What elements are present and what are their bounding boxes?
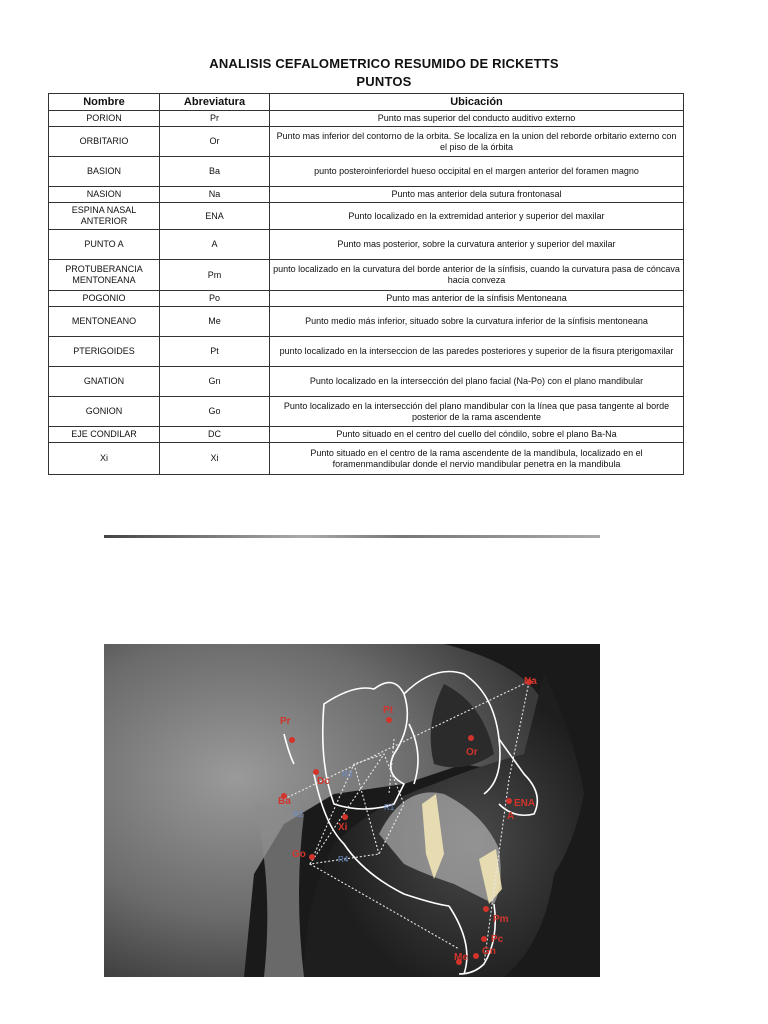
cell-abreviatura: Po bbox=[160, 291, 270, 307]
label-ena: ENA bbox=[514, 798, 536, 809]
label-gn: Gn bbox=[482, 946, 496, 957]
cell-abreviatura: Pm bbox=[160, 260, 270, 291]
cell-abreviatura: Xi bbox=[160, 443, 270, 475]
table-header-row bbox=[49, 94, 684, 111]
cell-nombre: BASION bbox=[49, 157, 160, 187]
table-row bbox=[49, 397, 684, 427]
cell-ubicacion: Punto mas posterior, sobre la curvatura anterior y superior del maxilar bbox=[270, 230, 684, 260]
document-title: ANALISIS CEFALOMETRICO RESUMIDO DE RICKETTS bbox=[209, 56, 559, 71]
label-a: A bbox=[507, 811, 515, 822]
cell-nombre: PROTUBERANCIA MENTONEANA bbox=[49, 260, 160, 291]
label-go: Go bbox=[292, 849, 306, 860]
table-row bbox=[49, 127, 684, 157]
cell-nombre: ORBITARIO bbox=[49, 127, 160, 157]
table-row bbox=[49, 230, 684, 260]
label-po: Pc bbox=[491, 934, 504, 945]
cell-ubicacion: Punto situado en el centro de la rama ascendente de la mandíbula, localizado en el foramenmandibular donde el nervio mandibular penetra en la mandibula bbox=[270, 443, 684, 475]
label-pm: Pm bbox=[493, 914, 509, 925]
cell-ubicacion: Punto localizado en la extremidad anterior y superior del maxilar bbox=[270, 203, 684, 230]
cell-ubicacion: Punto mas superior del conducto auditivo externo bbox=[270, 111, 684, 127]
cell-abreviatura: Go bbox=[160, 397, 270, 427]
cell-ubicacion: punto posteroinferiordel hueso occipital en el margen anterior del foramen magno bbox=[270, 157, 684, 187]
document-subtitle: PUNTOS bbox=[356, 74, 412, 89]
points-table bbox=[48, 93, 684, 475]
cell-ubicacion: Punto situado en el centro del cuello del cóndilo, sobre el plano Ba-Na bbox=[270, 427, 684, 443]
cephalometric-xray-image bbox=[104, 644, 600, 977]
cell-nombre: GNATION bbox=[49, 367, 160, 397]
label-dc: Dc bbox=[317, 776, 330, 787]
table-row bbox=[49, 337, 684, 367]
cell-ubicacion: Punto mas anterior de la sínfisis Mentoneana bbox=[270, 291, 684, 307]
horizontal-rule bbox=[104, 535, 600, 538]
cell-nombre: POGONIO bbox=[49, 291, 160, 307]
cell-ubicacion: Punto localizado en la intersección del plano facial (Na-Po) con el plano mandibular bbox=[270, 367, 684, 397]
table-row bbox=[49, 111, 684, 127]
cell-nombre: PORION bbox=[49, 111, 160, 127]
cell-abreviatura: Or bbox=[160, 127, 270, 157]
cell-abreviatura: DC bbox=[160, 427, 270, 443]
table-row bbox=[49, 307, 684, 337]
cell-abreviatura: Me bbox=[160, 307, 270, 337]
table-row bbox=[49, 187, 684, 203]
table-body bbox=[49, 111, 684, 475]
header-ubicacion: Ubicación bbox=[270, 94, 684, 111]
label-pt: Pt bbox=[383, 705, 393, 716]
cell-ubicacion: punto localizado en la curvatura del borde anterior de la sínfisis, cuando la curvatura pasa de cóncava hacia conveza bbox=[270, 260, 684, 291]
header-abreviatura: Abreviatura bbox=[160, 94, 270, 111]
label-r3: R3 bbox=[342, 770, 353, 779]
cell-abreviatura: Pr bbox=[160, 111, 270, 127]
cell-nombre: PTERIGOIDES bbox=[49, 337, 160, 367]
table-row bbox=[49, 291, 684, 307]
label-r4: R4 bbox=[338, 855, 349, 864]
table-row bbox=[49, 427, 684, 443]
cell-ubicacion: punto localizado en la interseccion de las paredes posteriores y superior de la fisura pterigomaxilar bbox=[270, 337, 684, 367]
cell-nombre: NASION bbox=[49, 187, 160, 203]
table-row bbox=[49, 203, 684, 230]
label-ba: Ba bbox=[278, 796, 291, 807]
cell-abreviatura: Gn bbox=[160, 367, 270, 397]
cell-nombre: GONION bbox=[49, 397, 160, 427]
table-row bbox=[49, 157, 684, 187]
label-or: Or bbox=[466, 747, 478, 758]
label-me: Me bbox=[454, 952, 468, 963]
cell-abreviatura: Pt bbox=[160, 337, 270, 367]
table-row bbox=[49, 443, 684, 475]
label-pr: Pr bbox=[280, 716, 291, 727]
label-r2: R2 bbox=[293, 810, 304, 819]
header-nombre: Nombre bbox=[49, 94, 160, 111]
cell-abreviatura: Na bbox=[160, 187, 270, 203]
cell-ubicacion: Punto medio más inferior, situado sobre la curvatura inferior de la sínfisis mentoneana bbox=[270, 307, 684, 337]
cell-abreviatura: ENA bbox=[160, 203, 270, 230]
cell-ubicacion: Punto localizado en la intersección del plano mandibular con la línea que pasa tangente al borde posterior de la rama ascendente bbox=[270, 397, 684, 427]
table-row bbox=[49, 367, 684, 397]
label-xi: Xi bbox=[338, 822, 348, 833]
cell-ubicacion: Punto mas anterior dela sutura frontonasal bbox=[270, 187, 684, 203]
cell-nombre: MENTONEANO bbox=[49, 307, 160, 337]
label-r1: R1 bbox=[384, 803, 395, 812]
table-row bbox=[49, 260, 684, 291]
label-na: Na bbox=[524, 676, 537, 687]
cell-nombre: PUNTO A bbox=[49, 230, 160, 260]
cell-nombre: Xi bbox=[49, 443, 160, 475]
cell-nombre: ESPINA NASAL ANTERIOR bbox=[49, 203, 160, 230]
cell-abreviatura: A bbox=[160, 230, 270, 260]
cell-abreviatura: Ba bbox=[160, 157, 270, 187]
cell-nombre: EJE CONDILAR bbox=[49, 427, 160, 443]
cell-ubicacion: Punto mas inferior del contorno de la orbita. Se localiza en la union del reborde orbitario externo con el piso de la órbita bbox=[270, 127, 684, 157]
xray-svg bbox=[104, 644, 600, 977]
